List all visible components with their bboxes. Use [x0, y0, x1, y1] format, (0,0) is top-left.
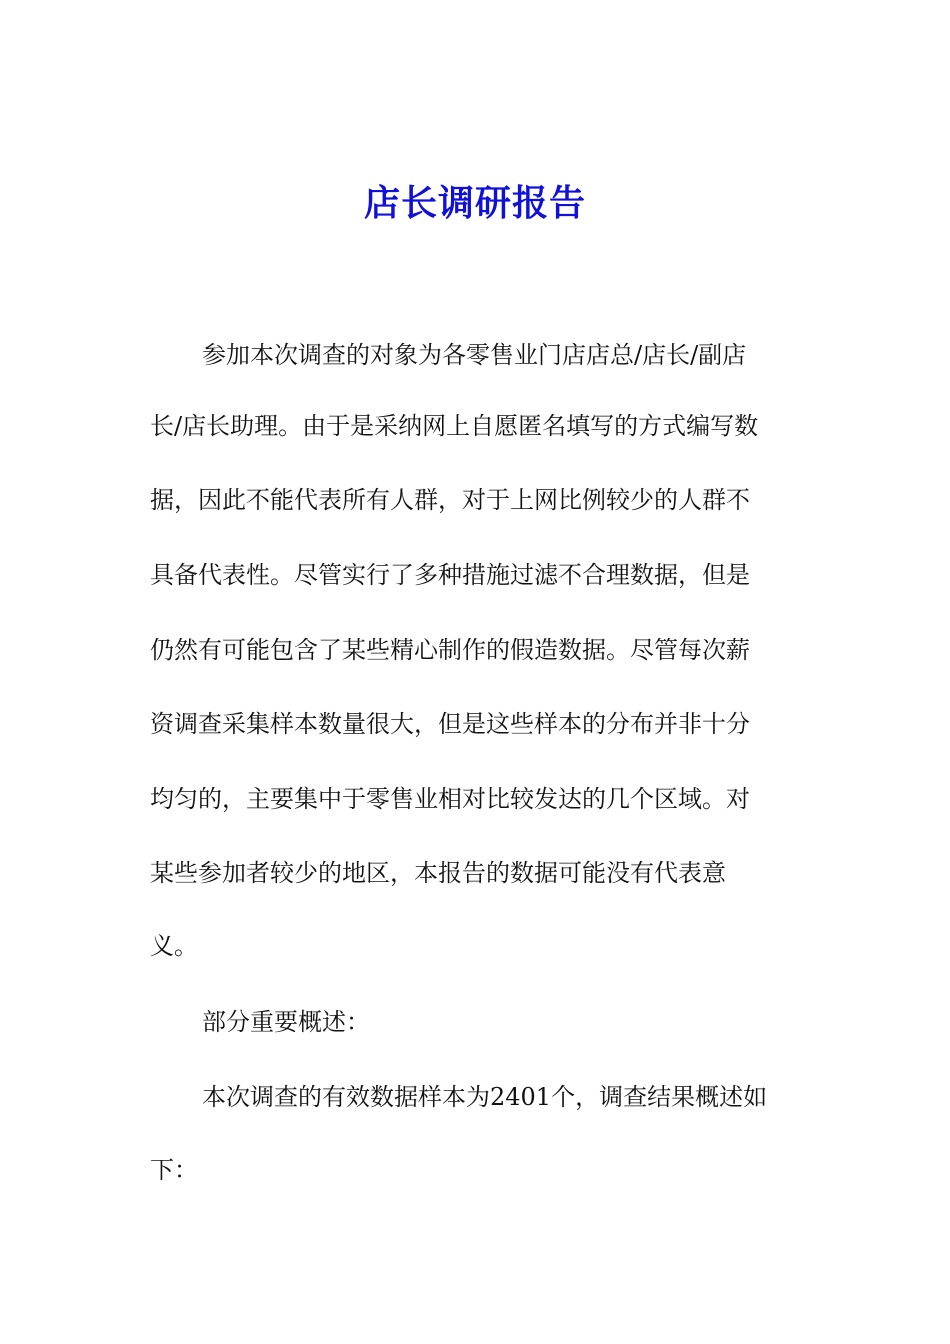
- paragraph1-line-9: 义。: [150, 932, 198, 960]
- paragraph1-line-8: 某些参加者较少的地区，本报告的数据可能没有代表意: [150, 859, 726, 887]
- paragraph1-line-6: 资调查采集样本数量很大，但是这些样本的分布并非十分: [150, 710, 750, 738]
- page-title: 店长调研报告: [363, 182, 586, 224]
- paragraph1-line-5: 仍然有可能包含了某些精心制作的假造数据。尽管每次薪: [150, 636, 750, 664]
- paragraph1-line-7: 均匀的，主要集中于零售业相对比较发达的几个区域。对: [150, 785, 750, 813]
- paragraph1-line-3: 据，因此不能代表所有人群，对于上网比例较少的人群不: [150, 486, 750, 514]
- paragraph2-line-1: 本次调查的有效数据样本为2401个，调查结果概述如: [202, 1083, 768, 1111]
- paragraph1-line-4: 具备代表性。尽管实行了多种措施过滤不合理数据，但是: [150, 561, 750, 589]
- paragraph1-line-1: 参加本次调查的对象为各零售业门店店总/店长/副店: [202, 341, 747, 369]
- section-heading: 部分重要概述：: [202, 1008, 370, 1036]
- paragraph2-line-2: 下：: [150, 1156, 198, 1184]
- paragraph1-line-2: 长/店长助理。由于是采纳网上自愿匿名填写的方式编写数: [150, 412, 759, 440]
